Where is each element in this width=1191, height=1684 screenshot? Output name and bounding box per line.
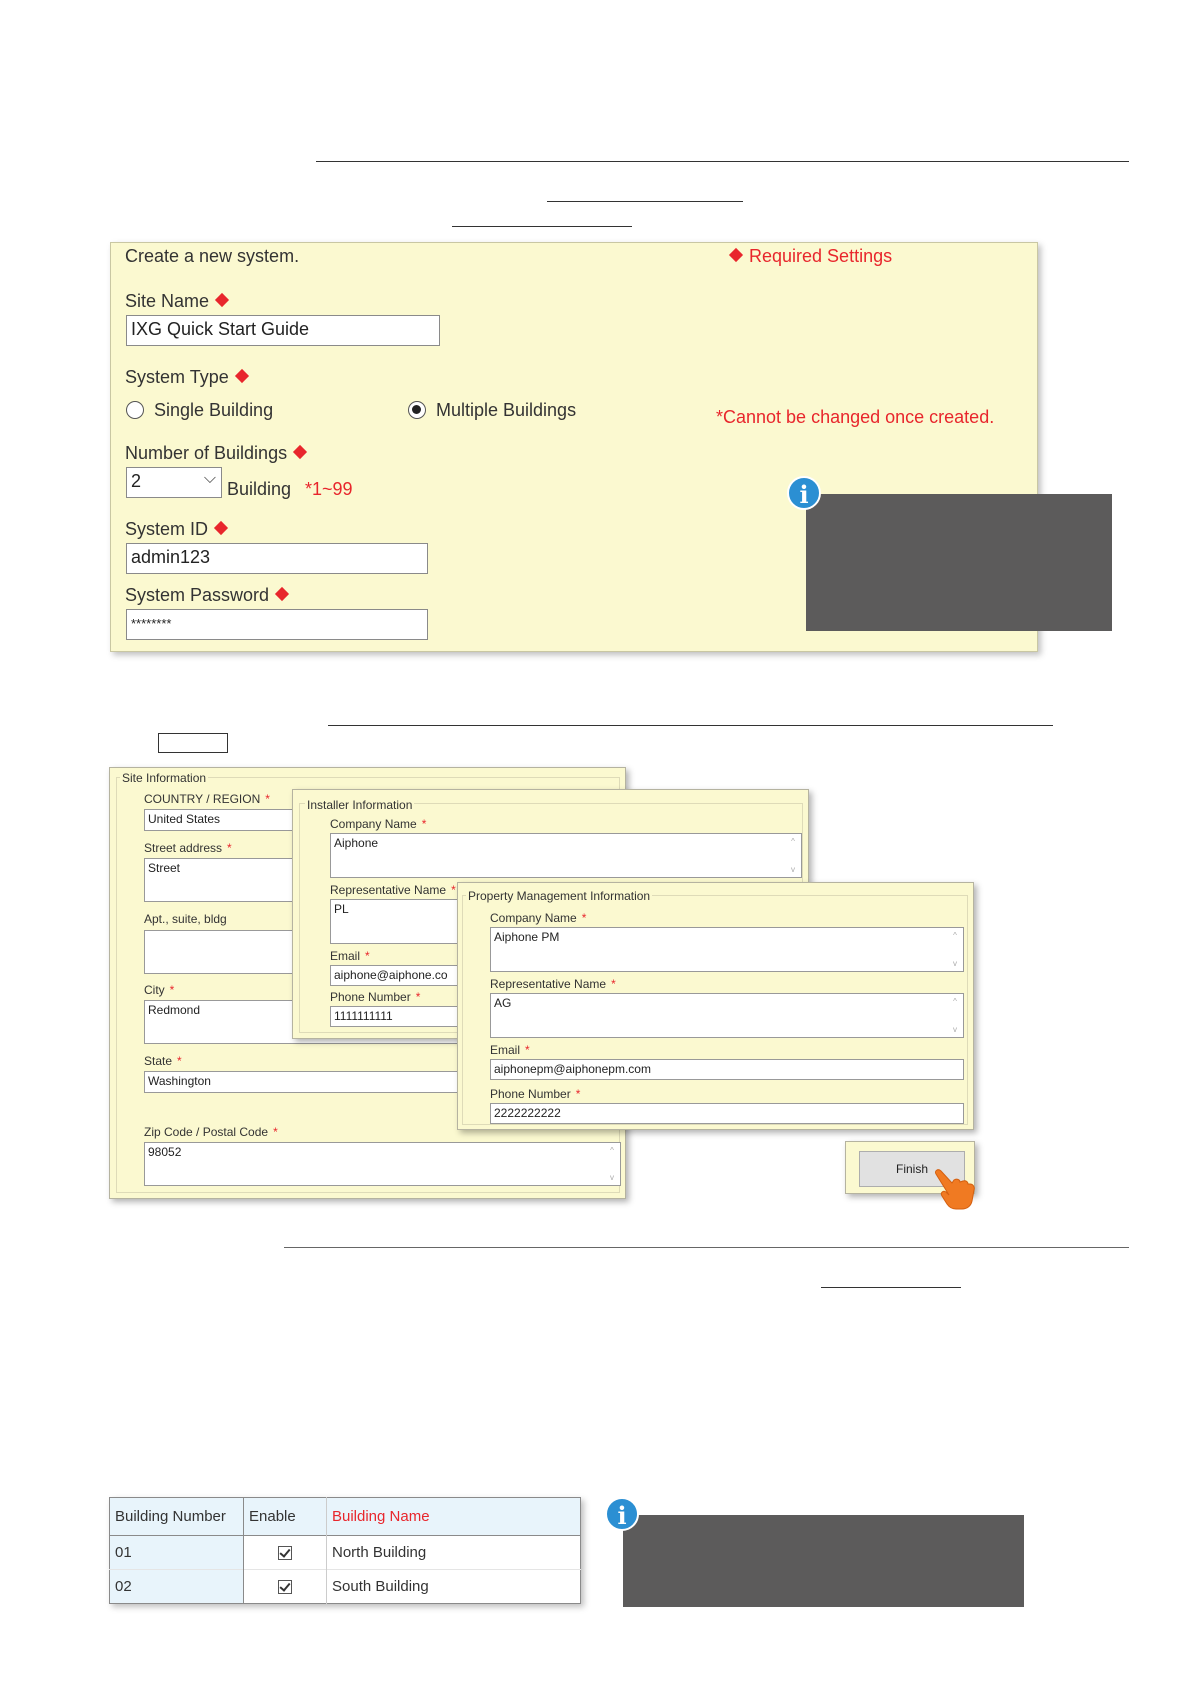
inline-button-outline: [158, 733, 228, 753]
enable-checkbox[interactable]: [278, 1580, 292, 1594]
scroll-up-icon[interactable]: ^: [791, 837, 795, 846]
pm-email-input[interactable]: aiphonepm@aiphonepm.com: [490, 1059, 964, 1080]
property-management-window: [457, 882, 974, 1130]
apt-suite-label: Apt., suite, bldg: [144, 912, 227, 926]
number-of-buildings-label: Number of Buildings: [125, 443, 305, 464]
pm-rep-label: Representative Name *: [490, 977, 616, 991]
table-row: [110, 1570, 581, 1604]
pointing-hand-icon: [932, 1168, 978, 1212]
installer-company-label: Company Name *: [330, 817, 427, 831]
country-input[interactable]: United States: [144, 809, 606, 831]
pm-email-label: Email *: [490, 1043, 530, 1057]
system-id-input[interactable]: admin123: [126, 543, 428, 574]
required-diamond-icon: [215, 293, 229, 307]
finish-button[interactable]: Finish: [859, 1151, 965, 1187]
building-name-cell[interactable]: North Building: [332, 1544, 427, 1561]
required-diamond-icon: [729, 248, 743, 262]
state-input[interactable]: Washington: [144, 1071, 606, 1093]
site-info-title: Site Information: [122, 771, 207, 785]
building-suffix-label: Building: [227, 479, 292, 499]
title-underline-2: [452, 226, 632, 227]
system-id-label: System ID: [125, 519, 226, 540]
installer-company-input[interactable]: Aiphone ^ v: [330, 833, 802, 878]
country-label: COUNTRY / REGION *: [144, 792, 270, 806]
pm-company-input[interactable]: Aiphone PM ^ v: [490, 927, 964, 972]
scrollbar[interactable]: [786, 835, 800, 876]
scroll-down-icon[interactable]: v: [791, 865, 795, 874]
table-row: [110, 1536, 581, 1570]
street-address-label: Street address *: [144, 841, 232, 855]
pm-rep-input[interactable]: AG ^ v: [490, 993, 964, 1038]
header-enable: Enable: [244, 1498, 327, 1536]
multiple-buildings-label: Multiple Buildings: [436, 400, 577, 420]
system-password-input[interactable]: ********: [126, 609, 428, 640]
city-label: City *: [144, 983, 175, 997]
zip-code-label: Zip Code / Postal Code *: [144, 1125, 278, 1139]
cannot-change-note: *Cannot be changed once created.: [716, 407, 995, 427]
section-rule-1: [316, 161, 1129, 162]
section-rule-2: [328, 725, 1053, 726]
building-name-cell[interactable]: South Building: [332, 1578, 429, 1595]
street-address-input[interactable]: Street: [144, 858, 606, 902]
pm-company-label: Company Name *: [490, 911, 587, 925]
required-settings-note: Required Settings: [731, 246, 892, 267]
scroll-down-icon[interactable]: v: [610, 1173, 614, 1182]
installer-rep-input[interactable]: PL: [330, 899, 802, 944]
system-password-label: System Password: [125, 585, 287, 606]
installer-email-label: Email *: [330, 949, 370, 963]
title-underline-3: [821, 1287, 961, 1288]
enable-checkbox[interactable]: [278, 1546, 292, 1560]
installer-info-title: Installer Information: [307, 798, 413, 812]
info-icon: i: [787, 476, 821, 510]
site-name-label: Site Name: [125, 291, 227, 312]
state-label: State *: [144, 1054, 182, 1068]
scrollbar[interactable]: [605, 1144, 619, 1184]
building-number-cell: 01: [110, 1536, 244, 1570]
scrollbar[interactable]: [948, 929, 962, 970]
section-rule-3: [284, 1247, 1129, 1248]
required-diamond-icon: [235, 369, 249, 383]
info-callout-box: [806, 494, 1112, 631]
system-type-label: System Type: [125, 367, 247, 388]
create-system-heading: Create a new system.: [125, 246, 300, 266]
building-range-note: *1~99: [305, 479, 353, 499]
installer-rep-label: Representative Name *: [330, 883, 456, 897]
header-building-name: Building Name: [332, 1508, 430, 1525]
pm-phone-input[interactable]: 2222222222: [490, 1103, 964, 1124]
info-callout-box: [623, 1515, 1024, 1607]
installer-phone-label: Phone Number *: [330, 990, 421, 1004]
info-icon: i: [605, 1497, 639, 1531]
scroll-up-icon[interactable]: ^: [610, 1146, 614, 1155]
number-of-buildings-select[interactable]: 2 ⌵: [126, 467, 222, 498]
city-input[interactable]: Redmond: [144, 1000, 606, 1044]
scrollbar[interactable]: [948, 995, 962, 1036]
multiple-buildings-radio[interactable]: [408, 401, 426, 419]
scroll-up-icon[interactable]: ^: [953, 997, 957, 1006]
pm-phone-label: Phone Number *: [490, 1087, 581, 1101]
scroll-down-icon[interactable]: v: [953, 959, 957, 968]
enable-cell: [244, 1536, 327, 1570]
required-diamond-icon: [275, 587, 289, 601]
scroll-up-icon[interactable]: ^: [953, 931, 957, 940]
building-number-cell: 02: [110, 1570, 244, 1604]
header-building-number: Building Number: [110, 1498, 244, 1536]
zip-code-input[interactable]: 98052 ^ v: [144, 1142, 621, 1186]
enable-cell: [244, 1570, 327, 1604]
site-name-input[interactable]: IXG Quick Start Guide: [126, 315, 440, 346]
pm-info-title: Property Management Information: [468, 889, 651, 903]
building-table: [109, 1497, 581, 1604]
required-diamond-icon: [214, 521, 228, 535]
scroll-down-icon[interactable]: v: [953, 1025, 957, 1034]
single-building-radio[interactable]: [126, 401, 144, 419]
installer-email-input[interactable]: aiphone@aiphone.co: [330, 965, 802, 986]
required-diamond-icon: [293, 445, 307, 459]
table-header-row: [110, 1498, 581, 1536]
single-building-label: Single Building: [154, 400, 274, 420]
installer-phone-input[interactable]: 1111111111: [330, 1006, 802, 1027]
chevron-down-icon: ⌵: [203, 470, 216, 487]
title-underline-1: [547, 201, 743, 202]
